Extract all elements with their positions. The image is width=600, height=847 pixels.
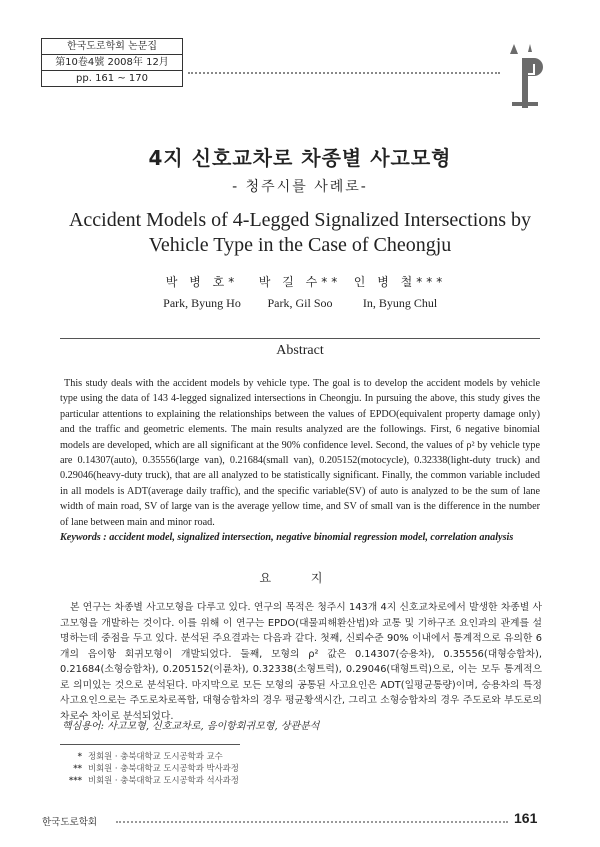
footnote-mark: ** [73, 763, 82, 773]
footnote-divider [60, 744, 240, 745]
author-name-english: Park, Gil Soo [267, 296, 333, 310]
author-name-english: Park, Byung Ho [163, 296, 241, 310]
keywords-korean: 핵심용어: 사고모형, 신호교차로, 음이항회귀모형, 상관분석 [62, 721, 320, 732]
paper-title-english: Accident Models of 4-Legged Signalized Intersections by Vehicle Type in the Case of Cheongju [68, 209, 532, 256]
footer-publisher: 한국도로학회 [42, 817, 98, 828]
journal-volume: 第10卷4號 2008年 12月 [42, 55, 182, 71]
abstract-heading: Abstract [276, 343, 324, 358]
abstract-text: This study deals with the accident models by vehicle type. The goal is to develop the accident models by vehicle type using the data of 143 4-legged signalized intersections in Cheongju. In pursuing the above, this study gives the particular attentions to explaining the relationships between the values of EPDO(equivalent property damage only) and the traffic and geometric elements. The main results analyzed are the followings. First, 6 negative binomial models are developed, which are all significant at the 90% confidence level. Second, the values of ρ² by vehicle type are 0.14307(auto), 0.35556(large van), 0.21684(small van), 0.205152(motocycle), 0.32338(light-duty truck) and 0.29046(heavy-duty truck), that are all analyzed to be statistically significant. Finally, the common variable included in all models is ADT(average daily traffic), and the specific variable(SV) of auto is analyzed to be the sum of lane width of main road, SV of large van is the average yellow time, and SV of small van is the difference in the number of lane between main and minor road. [60, 378, 540, 528]
footnote-1 [60, 750, 223, 762]
footnote-mark: * [77, 751, 82, 761]
paper-subtitle-korean: - 청주시를 사례로- [232, 179, 368, 195]
paper-title-korean: 4지 신호교차로 차종별 사고모형 [148, 146, 452, 170]
author-name-english: In, Byung Chul [362, 296, 438, 310]
author-3 [340, 273, 460, 311]
journal-name: 한국도로학회 논문집 [42, 39, 182, 55]
author-name-korean: 박 병 호* [165, 275, 239, 289]
abstract-divider [60, 338, 540, 339]
footnote-text: 정회원 · 충북대학교 도시공학과 교수 [88, 751, 223, 761]
header-dotted-rule [188, 72, 500, 74]
korean-abstract-text: 본 연구는 차종별 사고모형을 다루고 있다. 연구의 목적은 청주시 143개 4지 신호교차로에서 발생한 차종별 사고모형을 개발하는 것이다. 이를 위해 이 연구는 EPDO(대물피해환산법)와 교통 및 기하구조 요인과의 관계를 설명하는데 중점을 두고 있다. 분석된 주요결과는 다음과 같다. 첫째, 신뢰수준 90% 이내에서 통계적으로 유의한 6개의 음이항 회귀모형이 개발되었다. 둘째, 모형의 ρ² 값은 0.14307(승용차), 0.35556(대형승합차), 0.21684(소형승합차), 0.205152(이륜차), 0.32338(소형트럭), 0.29046(대형트럭)으로, 이는 모두 통계적으로 의미있는 것으로 분석된다. 마지막으로 모든 모형의 공통된 사고요인은 ADT(일평균통량)이며, 승용차의 특정 사고요인으로는 주도로차로폭합, 대형승합차의 경우 평균황색시간, 그리고 소형승합차의 경우 주도로와 부도로의 차로수 차이로 분석되었다. [60, 602, 542, 722]
journal-logo-icon [504, 44, 544, 112]
journal-info-box [41, 38, 183, 87]
footer-dotted-rule [116, 821, 508, 823]
author-name-korean: 박 길 수** [258, 275, 342, 289]
footnote-3 [60, 774, 239, 786]
footnote-mark: *** [68, 775, 82, 785]
keywords-english: Keywords : accident model, signalized intersection, negative binomial regression model, correlation analysis [60, 532, 514, 543]
page-number: 161 [514, 810, 538, 826]
footnote-2 [60, 762, 239, 774]
korean-abstract-heading: 요 지 [259, 571, 341, 585]
footnote-text: 비회원 · 충북대학교 도시공학과 석사과정 [88, 775, 239, 785]
journal-pages: pp. 161 ~ 170 [76, 73, 148, 84]
footnote-text: 비회원 · 충북대학교 도시공학과 박사과정 [88, 763, 239, 773]
author-name-korean: 인 병 철*** [353, 275, 447, 289]
